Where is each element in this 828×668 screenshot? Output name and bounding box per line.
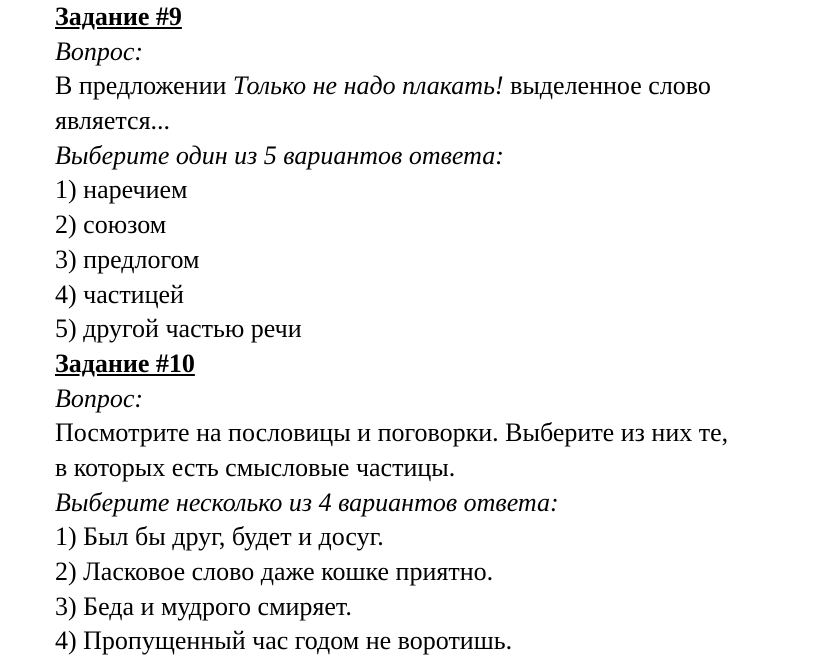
task-9-title: Задание #9 [55,2,182,31]
task-9-question-highlight: Только не надо плакать! [232,71,504,101]
task-10-option-1: 1) Был бы друг, будет и досуг. [55,522,384,552]
task-9-question-pre: В предложении [55,71,233,101]
task-9-option-2: 2) союзом [55,210,167,240]
task-9-question-line-1 [55,69,825,104]
task-10-question-line-2: в которых есть смысловые частицы. [55,452,456,482]
task-9-question-line-2: является... [55,106,171,136]
document-page [55,0,825,659]
task-9-instruction: Выберите один из 5 вариантов ответа: [55,140,504,170]
task-10-option-3: 3) Беда и мудрого смиряет. [55,591,352,621]
task-9-question-label: Вопрос: [55,36,144,66]
task-9-option-3: 3) предлогом [55,244,200,274]
task-10-question-label: Вопрос: [55,383,144,413]
task-9-option-1: 1) наречием [55,175,188,205]
task-10-option-2: 2) Ласковое слово даже кошке приятно. [55,557,494,586]
task-10-question-line-1: Посмотрите на пословицы и поговорки. Выберите из них те, [55,418,729,448]
task-9-option-5: 5) другой частью речи [55,314,302,344]
task-10-option-4: 4) Пропущенный час годом не воротишь. [55,626,513,656]
task-9-question-post: выделенное слово [503,71,711,101]
task-9-option-4: 4) частицей [55,279,184,309]
task-10-instruction: Выберите несколько из 4 вариантов ответа: [55,487,559,517]
task-10-title: Задание #10 [55,348,195,378]
